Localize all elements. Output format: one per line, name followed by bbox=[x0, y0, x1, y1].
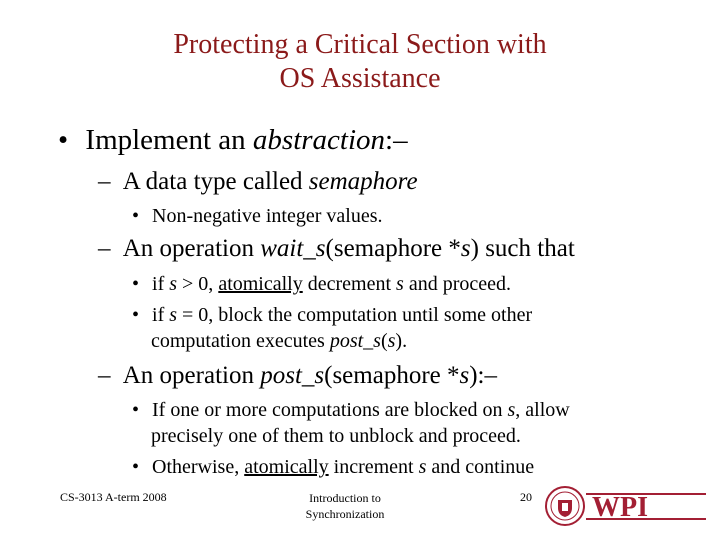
dash-marker: – bbox=[98, 168, 111, 195]
sub-post-blocked-cont: precisely one of them to unblock and proceed. bbox=[151, 425, 521, 447]
sub-wait-zero-cont: computation executes post_s(s). bbox=[151, 330, 408, 352]
dash-data-type: – A data type called semaphore bbox=[98, 168, 418, 195]
sub-wait-zero: • if s = 0, block the computation until some other bbox=[132, 304, 533, 326]
dash-wait-operation: – An operation wait_s(semaphore *s) such that bbox=[98, 235, 575, 262]
wpi-seal-icon bbox=[545, 486, 585, 526]
title-line-1: Protecting a Critical Section with bbox=[173, 29, 547, 60]
page-number: 20 bbox=[520, 490, 532, 504]
sub-nonnegative: • Non-negative integer values. bbox=[132, 205, 383, 227]
sub-post-otherwise: • Otherwise, atomically increment s and continue bbox=[132, 456, 535, 478]
bullet-implement: • Implement an abstraction:– bbox=[58, 124, 408, 156]
title-line-2: OS Assistance bbox=[279, 63, 441, 94]
bullet-marker: • bbox=[58, 124, 69, 156]
wpi-logo-text: WPI bbox=[592, 492, 648, 523]
slide-title bbox=[60, 28, 660, 96]
footer-course: CS-3013 A-term 2008 bbox=[60, 490, 167, 504]
sub-post-blocked: • If one or more computations are blocked on s, allow bbox=[132, 399, 570, 421]
sub-wait-positive: • if s > 0, atomically decrement s and proceed. bbox=[132, 273, 511, 295]
wpi-logo-icon bbox=[586, 488, 706, 524]
footer-topic: Introduction to Synchronization bbox=[305, 491, 385, 521]
dash-post-operation: – An operation post_s(semaphore *s):– bbox=[98, 362, 498, 389]
